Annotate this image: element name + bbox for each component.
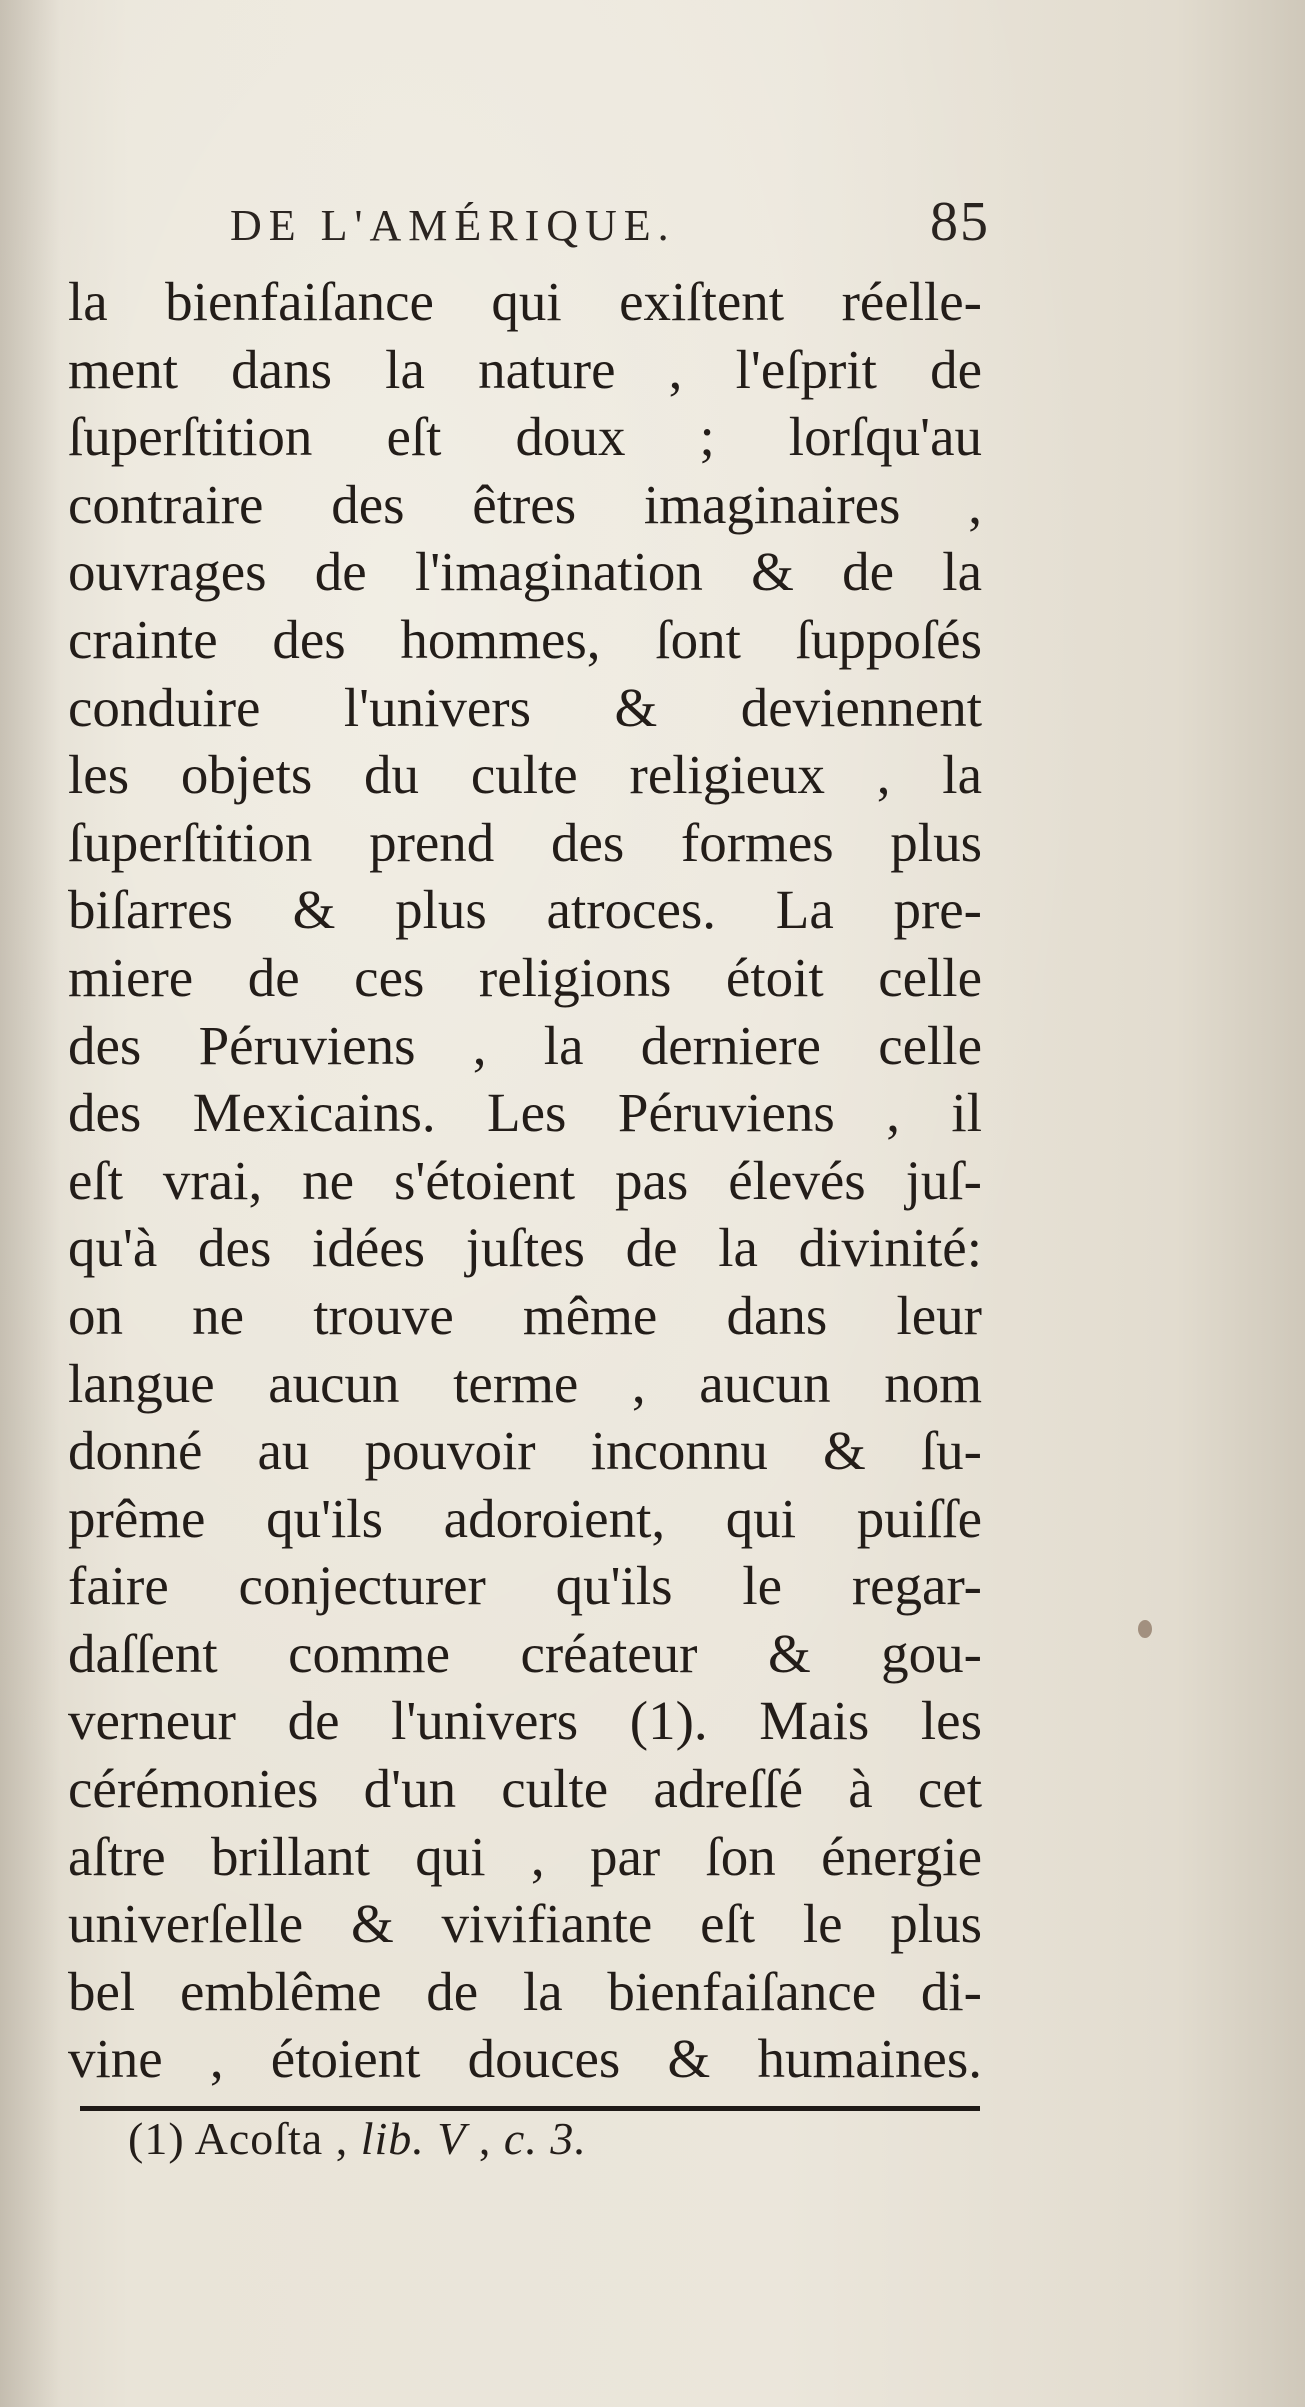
text-line: langue aucun terme , aucun nom <box>68 1352 982 1414</box>
footnote <box>128 2112 587 2165</box>
paper-stain <box>1138 1620 1152 1638</box>
text-line: contraire des êtres imaginaires , <box>68 473 982 535</box>
text-line: univerſelle & vivifiante eſt le plus <box>68 1893 982 1955</box>
footnote-chapter-ref: c. 3. <box>503 2113 587 2164</box>
text-line: on ne trouve même dans leur <box>68 1284 982 1346</box>
footnote-author: Acoſta , <box>194 2113 349 2164</box>
page-number: 85 <box>930 191 990 253</box>
text-line: crainte des hommes, ſont ſuppoſés <box>68 608 982 670</box>
running-title: DE L'AMÉRIQUE. <box>230 201 676 250</box>
text-line: daſſent comme créateur & gou- <box>68 1622 982 1684</box>
text-line: bel emblême de la bienfaiſance di- <box>68 1960 982 2022</box>
footnote-separator: , <box>478 2113 492 2164</box>
text-line: prême qu'ils adoroient, qui puiſſe <box>68 1487 982 1549</box>
text-line: eſt vrai, ne s'étoient pas élevés juſ- <box>68 1149 982 1211</box>
running-head <box>230 191 990 260</box>
text-line: ment dans la nature , l'eſprit de <box>68 338 982 400</box>
footnote-marker: (1) <box>128 2113 185 2164</box>
text-line: conduire l'univers & deviennent <box>68 676 982 738</box>
text-line: faire conjecturer qu'ils le regar- <box>68 1555 982 1617</box>
text-line: biſarres & plus atroces. La pre- <box>68 879 982 941</box>
text-line: des Péruviens , la derniere celle <box>68 1014 982 1076</box>
text-line: aſtre brillant qui , par ſon énergie <box>68 1825 982 1887</box>
body-text <box>68 268 982 2093</box>
text-line: ouvrages de l'imagination & de la <box>68 541 982 603</box>
text-line: des Mexicains. Les Péruviens , il <box>68 1082 982 1144</box>
text-line: ſuperſtition eſt doux ; lorſqu'au <box>68 406 982 468</box>
text-line: vine , étoient douces & humaines. <box>68 2028 982 2090</box>
text-line: les objets du culte religieux , la <box>68 744 982 806</box>
text-line: qu'à des idées juſtes de la divinité: <box>68 1217 982 1279</box>
text-line: verneur de l'univers (1). Mais les <box>68 1690 982 1752</box>
footnote-book-ref: lib. V <box>360 2113 467 2164</box>
text-line: la bienfaiſance qui exiſtent réelle- <box>68 271 982 332</box>
footnote-rule <box>80 2106 980 2111</box>
text-line: donné au pouvoir inconnu & ſu- <box>68 1420 982 1482</box>
text-line: cérémonies d'un culte adreſſé à cet <box>68 1758 982 1820</box>
text-line: miere de ces religions étoit celle <box>68 946 982 1008</box>
text-line: ſuperſtition prend des formes plus <box>68 811 982 873</box>
